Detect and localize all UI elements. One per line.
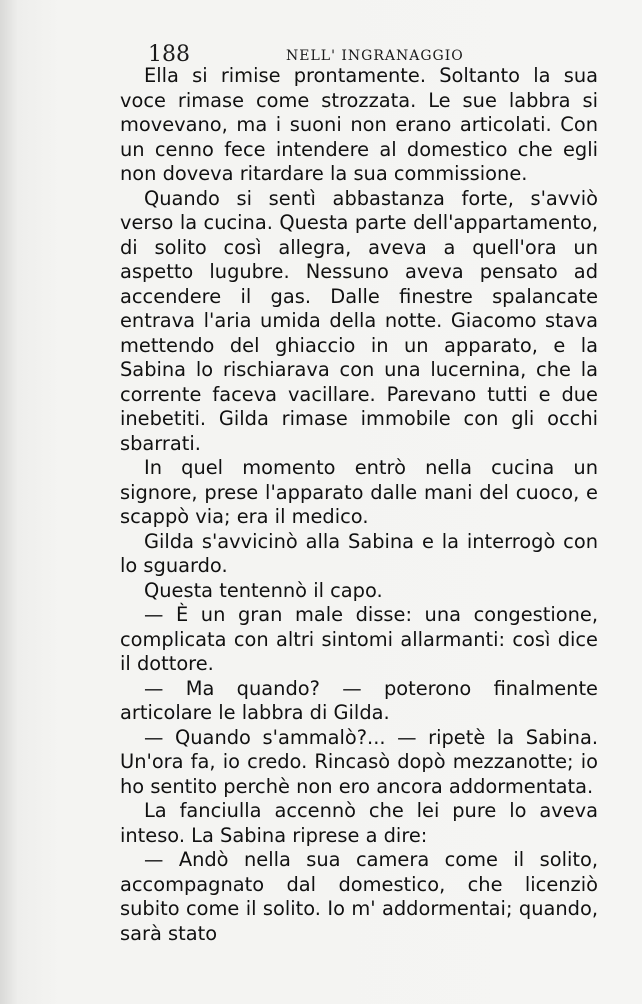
running-head: NELL' INGRANAGGIO	[286, 48, 464, 64]
paragraph: — Ma quando? — poterono finalmente articolare le labbra di Gilda.	[120, 676, 598, 724]
paragraph: Questa tentennò il capo.	[144, 578, 383, 602]
bottom-margin	[0, 870, 642, 1004]
page-number: 188	[148, 42, 190, 67]
paragraph: — Andò nella sua camera come il solito, accompagnato dal domestico, che licenziò subito come il solito. Io m' addormentai; quando, sarà stato	[120, 848, 598, 945]
paragraph: Ella si rimise prontamente. Soltanto la sua voce rimase come strozzata. Le sue labbra si movevano, ma i suoni non erano articolati. Con un cenno fece intendere al domestico che egli non doveva ritardare la sua commissione.	[120, 64, 598, 185]
paragraph: La fanciulla accennò che lei pure lo aveva inteso. La Sabina riprese a dire:	[120, 799, 598, 847]
paragraph: Gilda s'avvicinò alla Sabina e la interrogò con lo sguardo.	[120, 529, 598, 577]
paragraph: In quel momento entrò nella cucina un signore, prese l'apparato dalle mani del cuoco, e scappò via; era il medico.	[120, 456, 598, 528]
body-text	[120, 64, 598, 946]
paragraph: — È un gran male disse: una congestione, complicata con altri sintomi allarmanti: così dice il dottore.	[120, 603, 598, 675]
paragraph: — Quando s'ammalò?... — ripetè la Sabina. Un'ora fa, io credo. Rincasò dopò mezzanotte; io ho sentito perchè non ero ancora addormentata.	[120, 725, 598, 798]
paragraph: Quando si sentì abbastanza forte, s'avviò verso la cucina. Questa parte dell'appartamento, di solito così allegra, aveva a quell'ora un aspetto lugubre. Nessuno aveva pensato ad accendere il gas. Dalle finestre spalancate entrava l'aria umida della notte. Giacomo stava mettendo del ghiaccio in un apparato, e la Sabina lo rischiarava con una lucernina, che la corrente faceva vacillare. Parevano tutti e due inebetiti. Gilda rimase immobile con gli occhi sbarrati.	[120, 186, 598, 455]
